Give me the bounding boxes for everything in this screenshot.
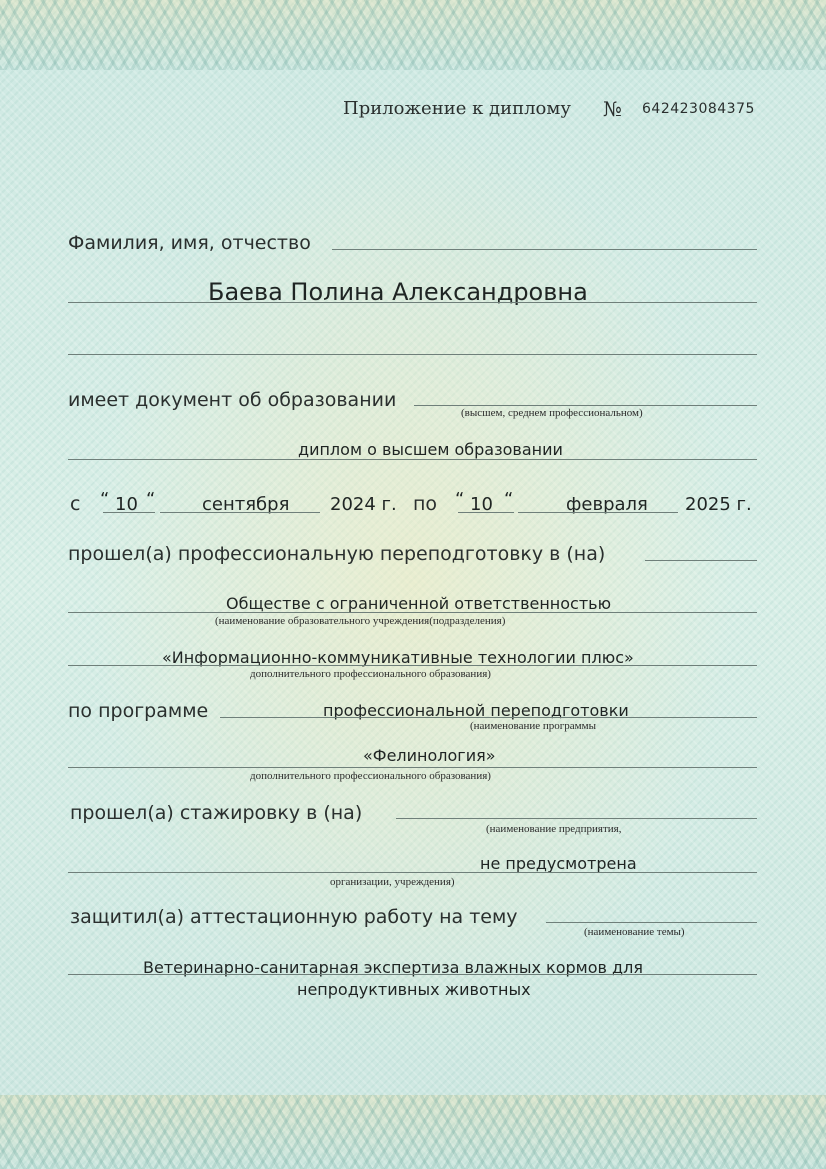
top-ornament-band [0,0,826,70]
retraining-line-0 [645,560,757,561]
fio-line-2 [68,302,757,303]
from-month: сентября [202,494,290,515]
bottom-ornament-band [0,1095,826,1169]
retraining-hint1: (наименование образовательного учреждения(подразделения) [215,615,506,627]
retraining-label: прошел(а) профессиональную переподготовку в (на) [68,543,606,565]
from-month-line [160,512,320,513]
fio-line-3 [68,354,757,355]
thesis-value2: непродуктивных животных [297,980,531,999]
period-to-prefix: по [413,493,438,515]
to-month-line [518,512,678,513]
internship-hint1: (наименование предприятия, [486,823,622,835]
thesis-line-2 [68,974,757,975]
quote-close-2: “ [504,489,514,510]
internship-value: не предусмотрена [480,854,637,873]
education-line-1 [414,405,757,406]
from-year: 2024 г. [330,494,397,515]
education-hint: (высшем, среднем профессиональном) [461,407,643,419]
diploma-number: 642423084375 [642,101,755,117]
program-line-1 [220,717,757,718]
program-line-2 [68,767,757,768]
education-line-2 [68,459,757,460]
program-label: по программе [68,700,209,722]
internship-line-1 [396,818,757,819]
page-title: Приложение к диплому [343,98,571,119]
to-day-line [458,512,514,513]
quote-open-2: “ [455,489,465,510]
internship-line-2 [68,872,757,873]
retraining-hint2: дополнительного профессионального образования) [250,668,491,680]
program-value2: «Фелинология» [363,746,496,765]
retraining-org-line2: «Информационно-коммуникативные технологии плюс» [162,648,634,667]
quote-open-1: “ [100,489,110,510]
fio-label: Фамилия, имя, отчество [68,232,311,254]
retraining-org-line1: Обществе с ограниченной ответственностью [226,594,612,613]
education-value: диплом о высшем образовании [298,440,563,459]
period-from-prefix: с [70,493,81,515]
internship-label: прошел(а) стажировку в (на) [70,802,363,824]
to-day: 10 [470,494,493,515]
internship-hint2: организации, учреждения) [330,876,455,888]
program-hint2: дополнительного профессионального образования) [250,770,491,782]
fio-line-1 [332,249,757,250]
retraining-line-1 [68,612,757,613]
thesis-value1: Ветеринарно-санитарная экспертиза влажных кормов для [143,958,643,977]
program-hint1: (наименование программы [470,720,596,732]
retraining-line-2 [68,665,757,666]
to-year: 2025 г. [685,494,752,515]
education-label: имеет документ об образовании [68,389,397,411]
program-value1: профессиональной переподготовки [323,701,629,720]
to-month: февраля [566,494,648,515]
thesis-hint: (наименование темы) [584,926,685,938]
fio-value: Баева Полина Александровна [208,278,588,306]
from-day-line [103,512,155,513]
thesis-label: защитил(а) аттестационную работу на тему [70,906,518,928]
quote-close-1: “ [146,489,156,510]
thesis-line-1 [546,922,757,923]
number-sign: № [603,97,622,121]
from-day: 10 [115,494,138,515]
